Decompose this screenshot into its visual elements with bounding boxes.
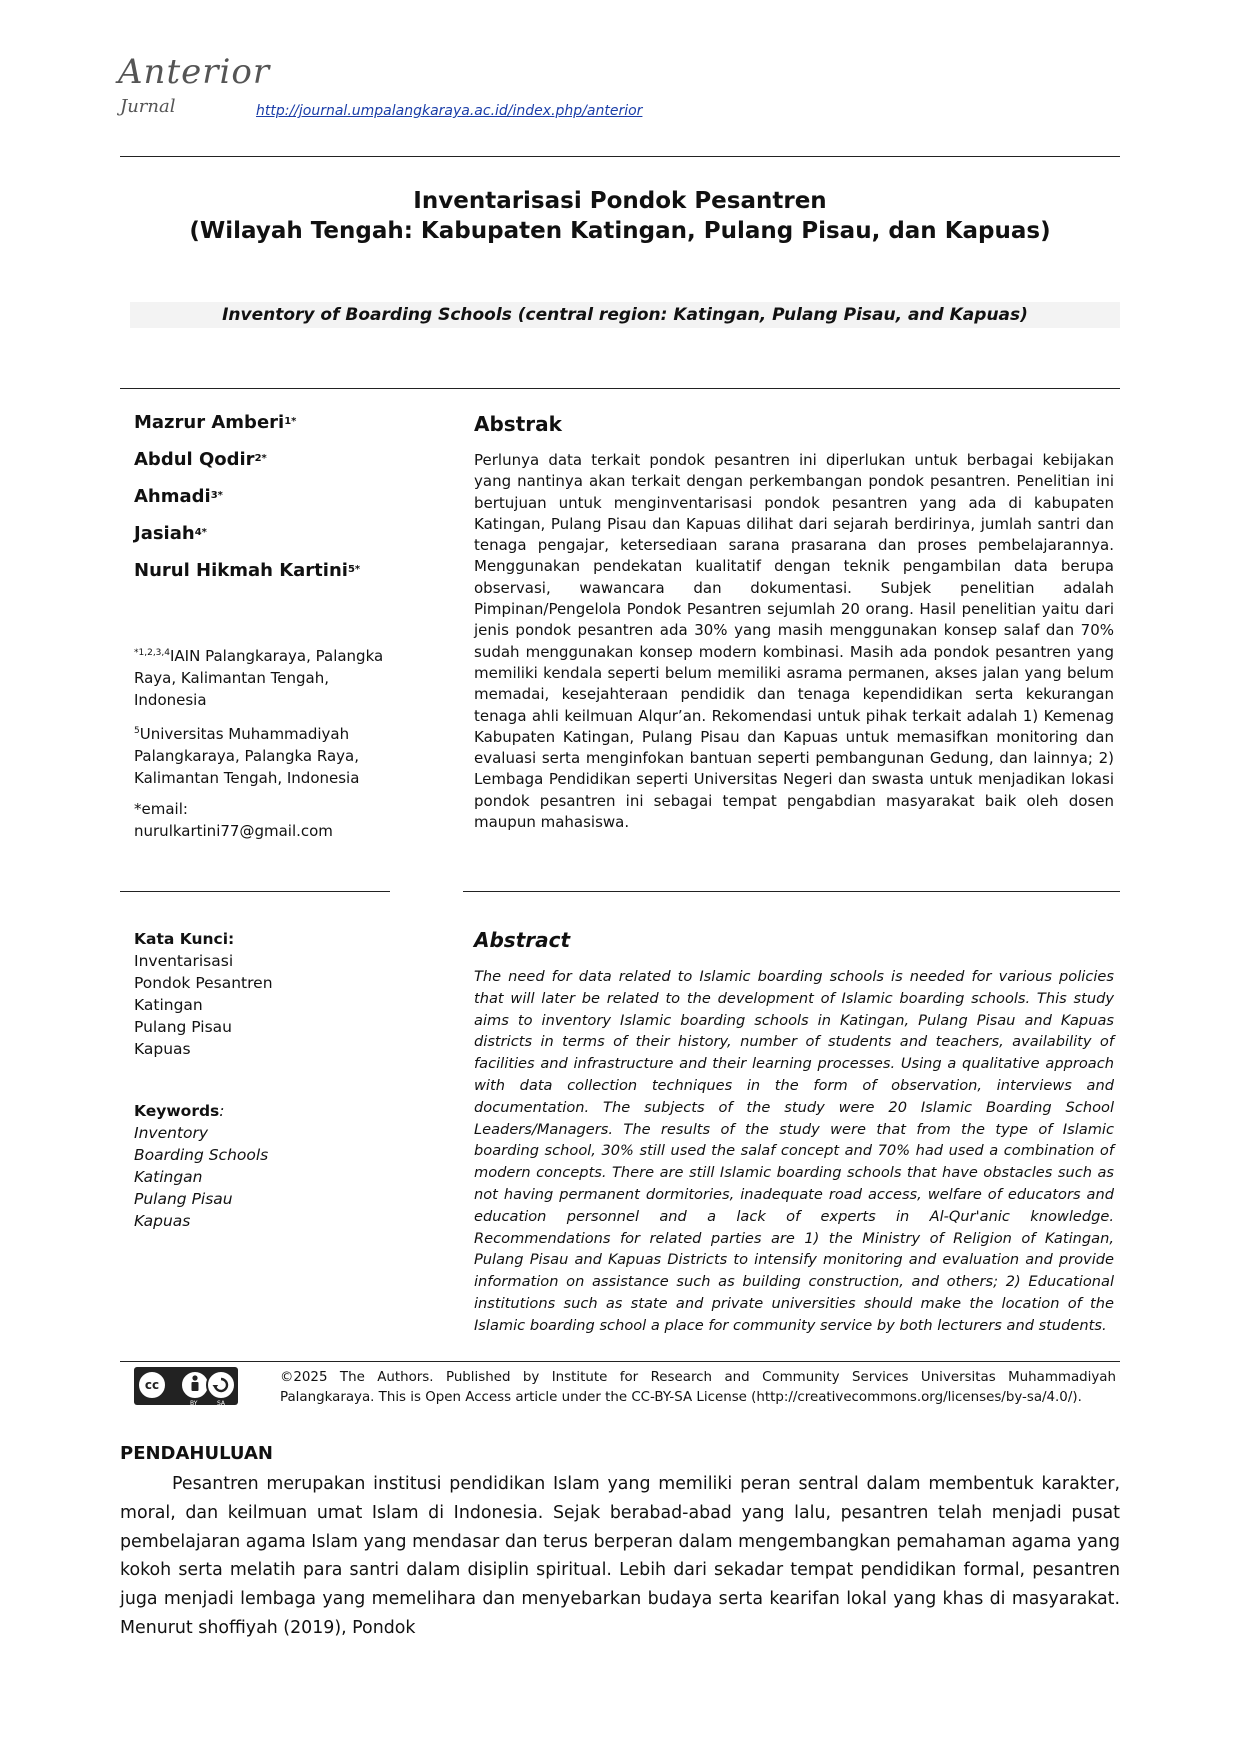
title-rule: [120, 388, 1120, 389]
kata-kunci-item: Kapuas: [134, 1040, 191, 1058]
author-4: [134, 523, 360, 560]
affiliation-text: Universitas Muhammadiyah Palangkaraya, Palangka Raya, Kalimantan Tengah, Indonesia: [134, 725, 360, 787]
english-title: Inventory of Boarding Schools (central region: Katingan, Pulang Pisau, and Kapuas): [222, 305, 1028, 325]
affiliation-1: [134, 642, 384, 711]
title-line-1: Inventarisasi Pondok Pesantren: [413, 188, 827, 214]
author-1: [134, 412, 360, 449]
journal-logo-name: Anterior: [118, 52, 271, 92]
author-mark: 4*: [194, 527, 207, 538]
keyword-item: Pulang Pisau: [134, 1190, 233, 1208]
email-address[interactable]: nurulkartini77@gmail.com: [134, 822, 333, 840]
email-block: [134, 798, 384, 842]
title-line-2: (Wilayah Tengah: Kabupaten Katingan, Pulang Pisau, dan Kapuas): [189, 218, 1051, 244]
badge-sa-label: SA: [217, 1400, 226, 1407]
kata-kunci-item: Katingan: [134, 996, 203, 1014]
author-name: Mazrur Amberi: [134, 412, 285, 433]
kata-kunci-item: Inventarisasi: [134, 952, 234, 970]
keywords-block: [134, 1100, 384, 1232]
journal-logo-sub: Jurnal: [120, 96, 176, 117]
abstrak-heading: Abstrak: [474, 412, 562, 436]
kata-kunci-block: [134, 928, 384, 1060]
journal-url-link[interactable]: http://journal.umpalangkaraya.ac.id/index.php/anterior: [256, 103, 643, 119]
cc-icon: cc: [137, 1370, 167, 1400]
kata-kunci-item: Pulang Pisau: [134, 1018, 233, 1036]
author-name: Nurul Hikmah Kartini: [134, 560, 348, 581]
keywords-heading-line: [134, 1100, 384, 1122]
keyword-item: Katingan: [134, 1168, 203, 1186]
intro-paragraph: Pesantren merupakan institusi pendidikan Islam yang memiliki peran sentral dalam membentuk karakter, moral, dan keilmuan umat Islam di Indonesia. Sejak berabad-abad yang lalu, pesantren telah menjadi pusat pembelajaran agama Islam yang mendasar dan terus berperan dalam mengembangkan pemahaman agama yang kokoh serta melatih para santri dalam disiplin spiritual. Lebih dari sekadar tempat pendidikan formal, pesantren juga menjadi lembaga yang memelihara dan menyebarkan budaya serta kearifan lokal yang khas di masyarakat. Menurut shoffiyah (2019), Pondok: [120, 1474, 1120, 1638]
author-name: Jasiah: [134, 523, 195, 544]
author-mark: 5*: [347, 564, 361, 575]
kata-kunci-heading: Kata Kunci:: [134, 930, 235, 948]
affiliation-text: IAIN Palangkaraya, Palangka Raya, Kalimantan Tengah, Indonesia: [134, 647, 384, 709]
author-mark: 1*: [284, 416, 297, 427]
email-label: *email:: [134, 800, 188, 818]
cc-by-sa-badge[interactable]: [134, 1367, 238, 1405]
keyword-item: Inventory: [134, 1124, 209, 1142]
license-rule: [120, 1361, 1120, 1362]
license-text: ©2025 The Authors. Published by Institute for Research and Community Services Universitas Muhammadiyah Palangkaraya. This is Open Access article under the CC-BY-SA License (http://creativecommons.org/licenses/by-sa/4.0/).: [280, 1370, 1116, 1405]
abstract-text: The need for data related to Islamic boarding schools is needed for various policies that will later be related to the development of Islamic boarding schools. This study aims to inventory Islamic boarding schools in Katingan, Pulang Pisau and Kapuas districts in terms of their history, number of students and teachers, availability of facilities and infrastructure and their learning processes. Using a qualitative approach with data collection techniques in the form of observation, interviews and documentation. The subjects of the study were 20 Islamic Boarding School Leaders/Managers. The results of the study were that from the type of Islamic boarding school, 30% still used the salaf concept and 70% had used a combination of modern concepts. There are still Islamic boarding schools that have obstacles such as not having permanent dormitories, inadequate road access, welfare of educators and education personnel and a lack of experts in Al-Qur'anic knowledge. Recommendations for related parties are 1) the Ministry of Religion of Katingan, Pulang Pisau and Kapuas Districts to intensify monitoring and evaluation and provide information on assistance such as building construction, and others; 2) Educational institutions such as state and private universities should make the location of the Islamic boarding school a place for community service by both lecturers and students.: [474, 968, 1114, 1334]
share-alike-icon: [212, 1376, 230, 1394]
right-column-rule: [463, 891, 1120, 892]
abstract-heading: Abstract: [474, 928, 571, 952]
keyword-item: Kapuas: [134, 1212, 191, 1230]
badge-by-label: BY: [190, 1400, 198, 1407]
person-icon: [188, 1375, 202, 1395]
affiliation-mark: *1,2,3,4: [134, 648, 170, 658]
sa-icon: [206, 1370, 236, 1400]
author-2: [134, 449, 360, 486]
author-mark: 3*: [210, 490, 223, 501]
abstrak-text: Perlunya data terkait pondok pesantren ini diperlukan untuk berbagai kebijakan yang nantinya akan terkait dengan perkembangan pondok pesantren. Penelitian ini bertujuan untuk menginventarisasi pondok pesantren yang ada di kabupaten Katingan, Pulang Pisau dan Kapuas dilihat dari sejarah berdirinya, jumlah santri dan tenaga pengajar, ketersediaan sarana prasarana dan proses pembelajarannya. Menggunakan pendekatan kualitatif dengan teknik pengambilan data berupa observasi, wawancara dan dokumentasi. Subjek penelitian adalah Pimpinan/Pengelola Pondok Pesantren sejumlah 20 orang. Hasil penelitian yaitu dari jenis pondok pesantren ada 30% yang masih menggunakan konsep salaf dan 70% sudah menggunakan konsep modern kombinasi. Masih ada pondok pesantren yang memiliki kendala seperti belum memiliki asrama permanen, akses jalan yang belum memadai, kesejahteraan pendidik dan tenaga kependidikan serta kekurangan tenaga ahli keilmuan Alqur’an. Rekomendasi untuk pihak terkait adalah 1) Kemenag Kabupaten Katingan, Pulang Pisau dan Kapuas untuk memasifkan monitoring dan evaluasi serta menginfokan bantuan seperti pembangunan Gedung, dan lainnya; 2) Lembaga Pendidikan seperti Universitas Negeri dan swasta untuk menjadikan lokasi pondok pesantren ini sebagai tempat pengabdian masyarakat baik oleh dosen maupun mahasiswa.: [474, 451, 1114, 832]
author-3: [134, 486, 360, 523]
author-5: [134, 560, 360, 597]
author-mark: 2*: [254, 453, 267, 464]
left-column-rule: [120, 891, 390, 892]
header-rule: [120, 156, 1120, 157]
section-heading-pendahuluan: PENDAHULUAN: [120, 1443, 273, 1464]
kata-kunci-item: Pondok Pesantren: [134, 974, 273, 992]
author-name: Abdul Qodir: [134, 449, 255, 470]
keywords-heading: Keywords: [134, 1102, 220, 1120]
author-list: [134, 412, 360, 597]
affiliation-mark: 5: [134, 726, 140, 736]
affiliation-2: [134, 720, 384, 789]
keywords-colon: :: [219, 1102, 225, 1120]
author-name: Ahmadi: [134, 486, 211, 507]
keyword-item: Boarding Schools: [134, 1146, 269, 1164]
